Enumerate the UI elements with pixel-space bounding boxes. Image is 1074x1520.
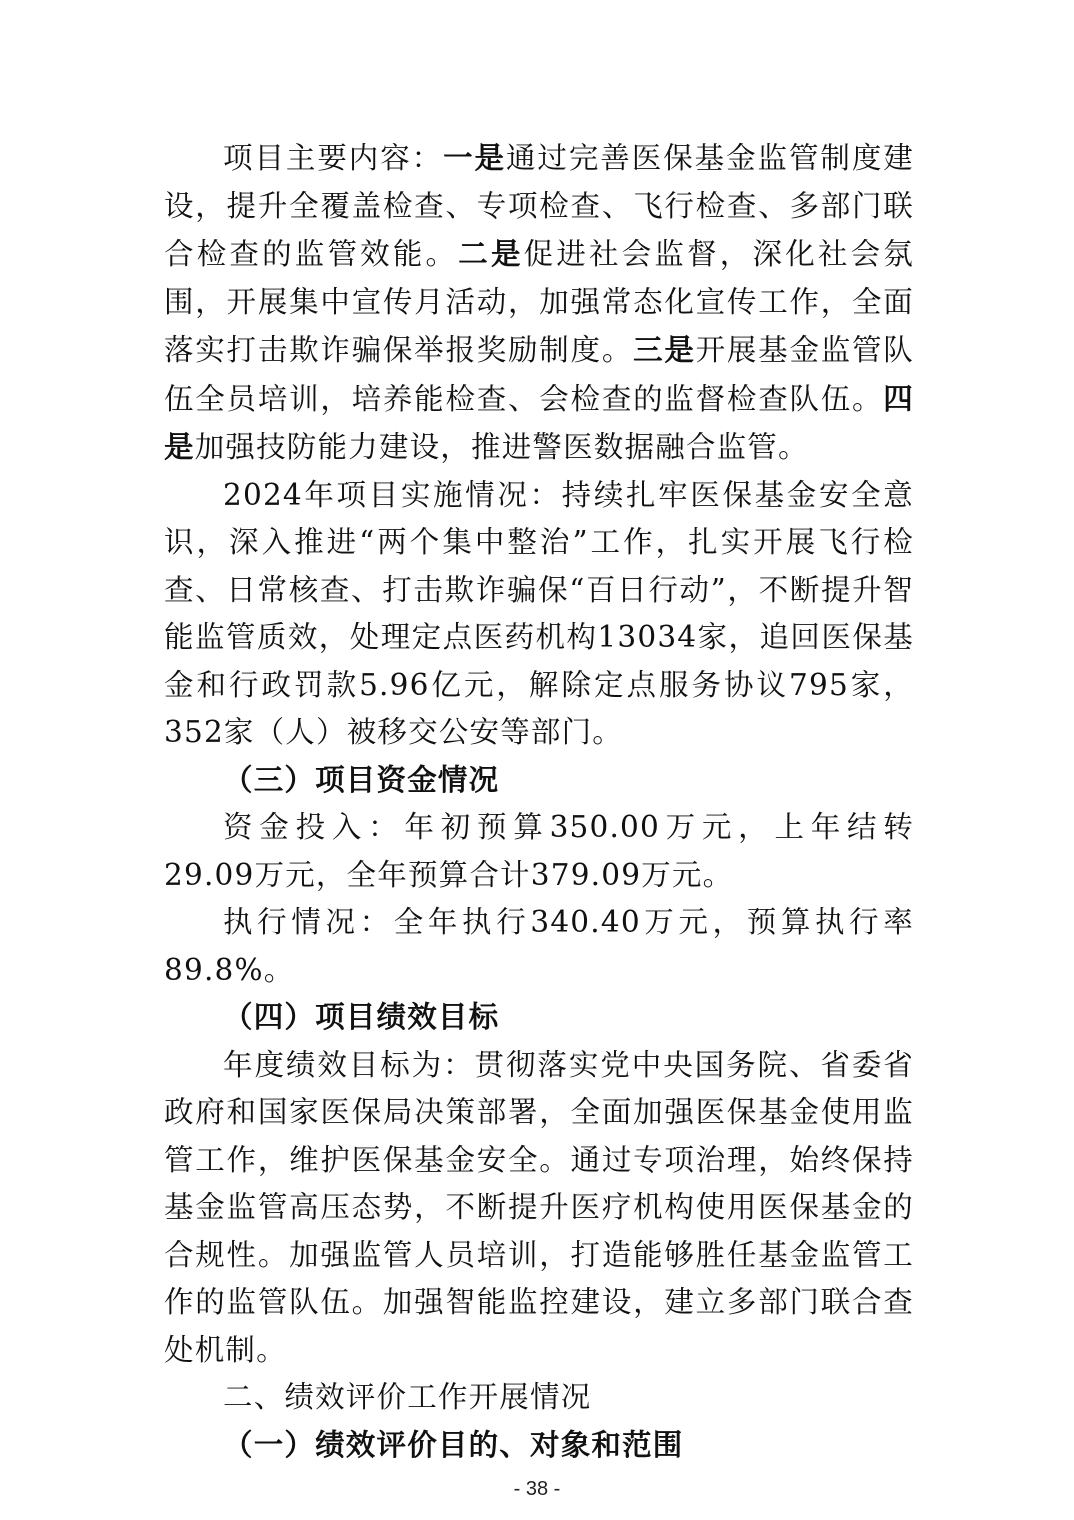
item-four-marker: 四是: [164, 380, 914, 464]
document-body: [164, 134, 914, 1469]
item-three-text: 开展基金监管队伍全员培训，培养能检查、会检查的监督检查队伍。: [164, 333, 914, 416]
item-two-text: 促进社会监督，深化社会氛围，开展集中宣传月活动，加强常态化宣传工作，全面落实打击欺诈骗保举报奖励制度。: [164, 237, 914, 367]
goals-paragraph: 年度绩效目标为：贯彻落实党中央国务院、省委省政府和国家医保局决策部署，全面加强医保基金使用监管工作，维护医保基金安全。通过专项治理，始终保持基金监管高压态势，不断提升医疗机构使用医保基金的合规性。加强监管人员培训，打造能够胜任基金监管工作的监管队伍。加强智能监控建设，建立多部门联合查处机制。: [164, 1047, 914, 1367]
item-one-marker: 一是: [443, 140, 506, 175]
section-heading-funding: （三）项目资金情况: [223, 762, 500, 797]
item-three-marker: 三是: [633, 332, 696, 367]
page-number: - 38 -: [513, 1478, 561, 1500]
project-content-prefix: 项目主要内容：: [223, 141, 444, 175]
execution-paragraph: 执行情况：全年执行340.40万元，预算执行率89.8%。: [164, 905, 914, 987]
item-one-text: 通过完善医保基金监管制度建设，提升全覆盖检查、专项检查、飞行检查、多部门联合检查的监管效能。: [164, 141, 914, 271]
section-heading-purpose: （一）绩效评价目的、对象和范围: [223, 1427, 684, 1462]
implementation-paragraph: 2024年项目实施情况：持续扎牢医保基金安全意识，深入推进“两个集中整治”工作，扎实开展飞行检查、日常核查、打击欺诈骗保“百日行动”，不断提升智能监管质效，处理定点医药机构13034家，追回医保基金和行政罚款5.96亿元，解除定点服务协议795家，352家（人）被移交公安等部门。: [164, 477, 914, 749]
chapter-heading-evaluation: 二、绩效评价工作开展情况: [223, 1380, 592, 1414]
item-four-text: 加强技防能力建设，推进警医数据融合监管。: [194, 430, 809, 464]
funding-input-paragraph: 资金投入：年初预算350.00万元，上年结转29.09万元，全年预算合计379.09万元。: [164, 810, 914, 892]
project-content-paragraph: [164, 134, 914, 472]
item-two-marker: 二是: [458, 236, 524, 271]
section-heading-goals: （四）项目绩效目标: [223, 1000, 500, 1034]
